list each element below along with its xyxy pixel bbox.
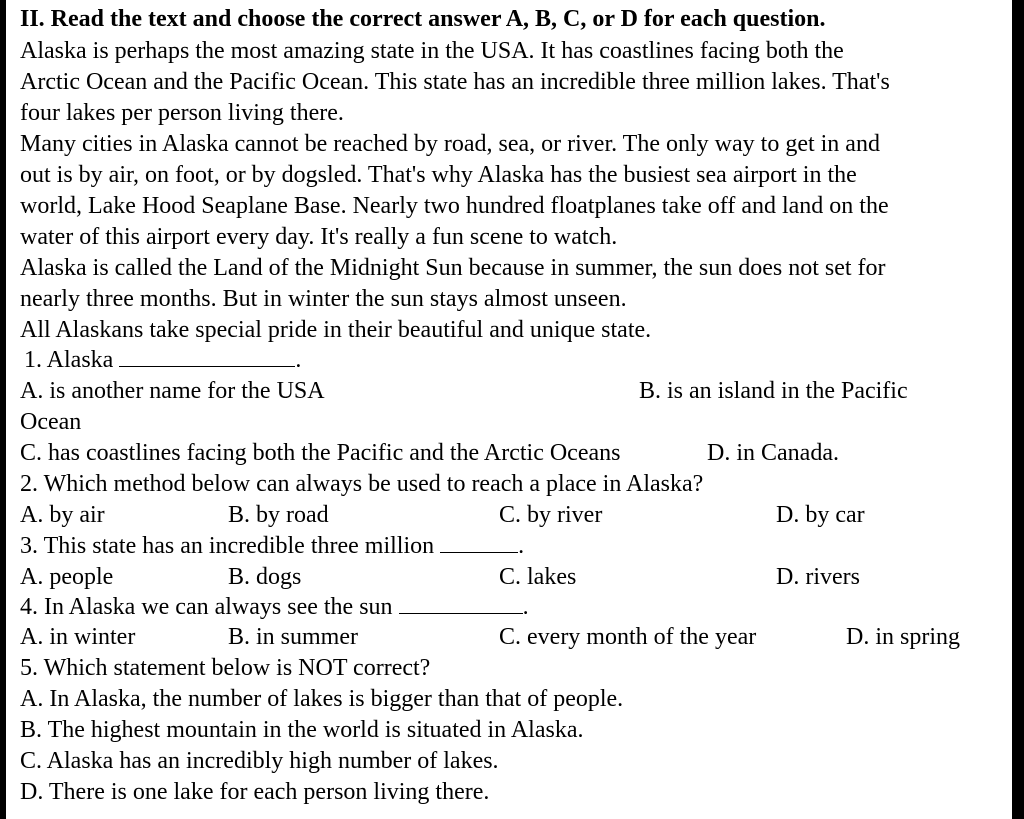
q4-option-b: B. in summer	[228, 624, 358, 650]
question-1	[24, 345, 301, 376]
question-4	[20, 592, 529, 623]
passage-line: Many cities in Alaska cannot be reached by road, sea, or river. The only way to get in and	[20, 131, 880, 157]
q2-option-b: B. by road	[228, 502, 329, 528]
passage-line: Alaska is called the Land of the Midnight Sun because in summer, the sun does not set for	[20, 255, 886, 281]
question-1-stem: 1. Alaska	[24, 347, 114, 373]
question-1-end: .	[295, 347, 302, 373]
passage-line: All Alaskans take special pride in their beautiful and unique state.	[20, 317, 652, 343]
question-4-end: .	[522, 594, 529, 620]
q3-option-a: A. people	[20, 564, 114, 590]
answer-blank	[440, 551, 518, 553]
question-3-stem: 3. This state has an incredible three million	[20, 533, 435, 559]
passage-line: world, Lake Hood Seaplane Base. Nearly two hundred floatplanes take off and land on the	[20, 193, 889, 219]
q1-option-c: C. has coastlines facing both the Pacific and the Arctic Oceans	[20, 440, 621, 466]
passage-line: water of this airport every day. It's really a fun scene to watch.	[20, 224, 618, 250]
q5-option-d: D. There is one lake for each person living there.	[20, 779, 490, 805]
question-4-stem: 4. In Alaska we can always see the sun	[20, 594, 393, 620]
answer-blank	[119, 365, 295, 367]
q2-option-d: D. by car	[776, 502, 865, 528]
passage-line: Arctic Ocean and the Pacific Ocean. This state has an incredible three million lakes. That's	[20, 69, 890, 95]
passage-line: nearly three months. But in winter the sun stays almost unseen.	[20, 286, 627, 312]
q3-option-d: D. rivers	[776, 564, 860, 590]
q1-option-b: B. is an island in the Pacific	[639, 378, 908, 404]
question-2: 2. Which method below can always be used to reach a place in Alaska?	[20, 471, 704, 497]
q3-option-c: C. lakes	[499, 564, 577, 590]
q5-option-b: B. The highest mountain in the world is situated in Alaska.	[20, 717, 584, 743]
q1-option-a: A. is another name for the USA	[20, 378, 325, 404]
q1-option-b-continued: Ocean	[20, 409, 82, 435]
q5-option-c: C. Alaska has an incredibly high number of lakes.	[20, 748, 499, 774]
answer-blank	[399, 612, 523, 614]
q4-option-c: C. every month of the year	[499, 624, 757, 650]
q2-option-c: C. by river	[499, 502, 603, 528]
passage-line: Alaska is perhaps the most amazing state in the USA. It has coastlines facing both the	[20, 38, 844, 64]
worksheet-page	[6, 0, 1012, 819]
question-3	[20, 531, 524, 562]
question-5: 5. Which statement below is NOT correct?	[20, 655, 431, 681]
passage-line: out is by air, on foot, or by dogsled. That's why Alaska has the busiest sea airport in the	[20, 162, 857, 188]
q4-option-d: D. in spring	[846, 624, 960, 650]
q4-option-a: A. in winter	[20, 624, 136, 650]
q3-option-b: B. dogs	[228, 564, 302, 590]
q5-option-a: A. In Alaska, the number of lakes is bigger than that of people.	[20, 686, 624, 712]
section-heading: II. Read the text and choose the correct answer A, B, C, or D for each question.	[20, 6, 826, 32]
q1-option-d: D. in Canada.	[707, 440, 839, 466]
passage-line: four lakes per person living there.	[20, 100, 344, 126]
question-3-end: .	[518, 533, 525, 559]
q2-option-a: A. by air	[20, 502, 105, 528]
